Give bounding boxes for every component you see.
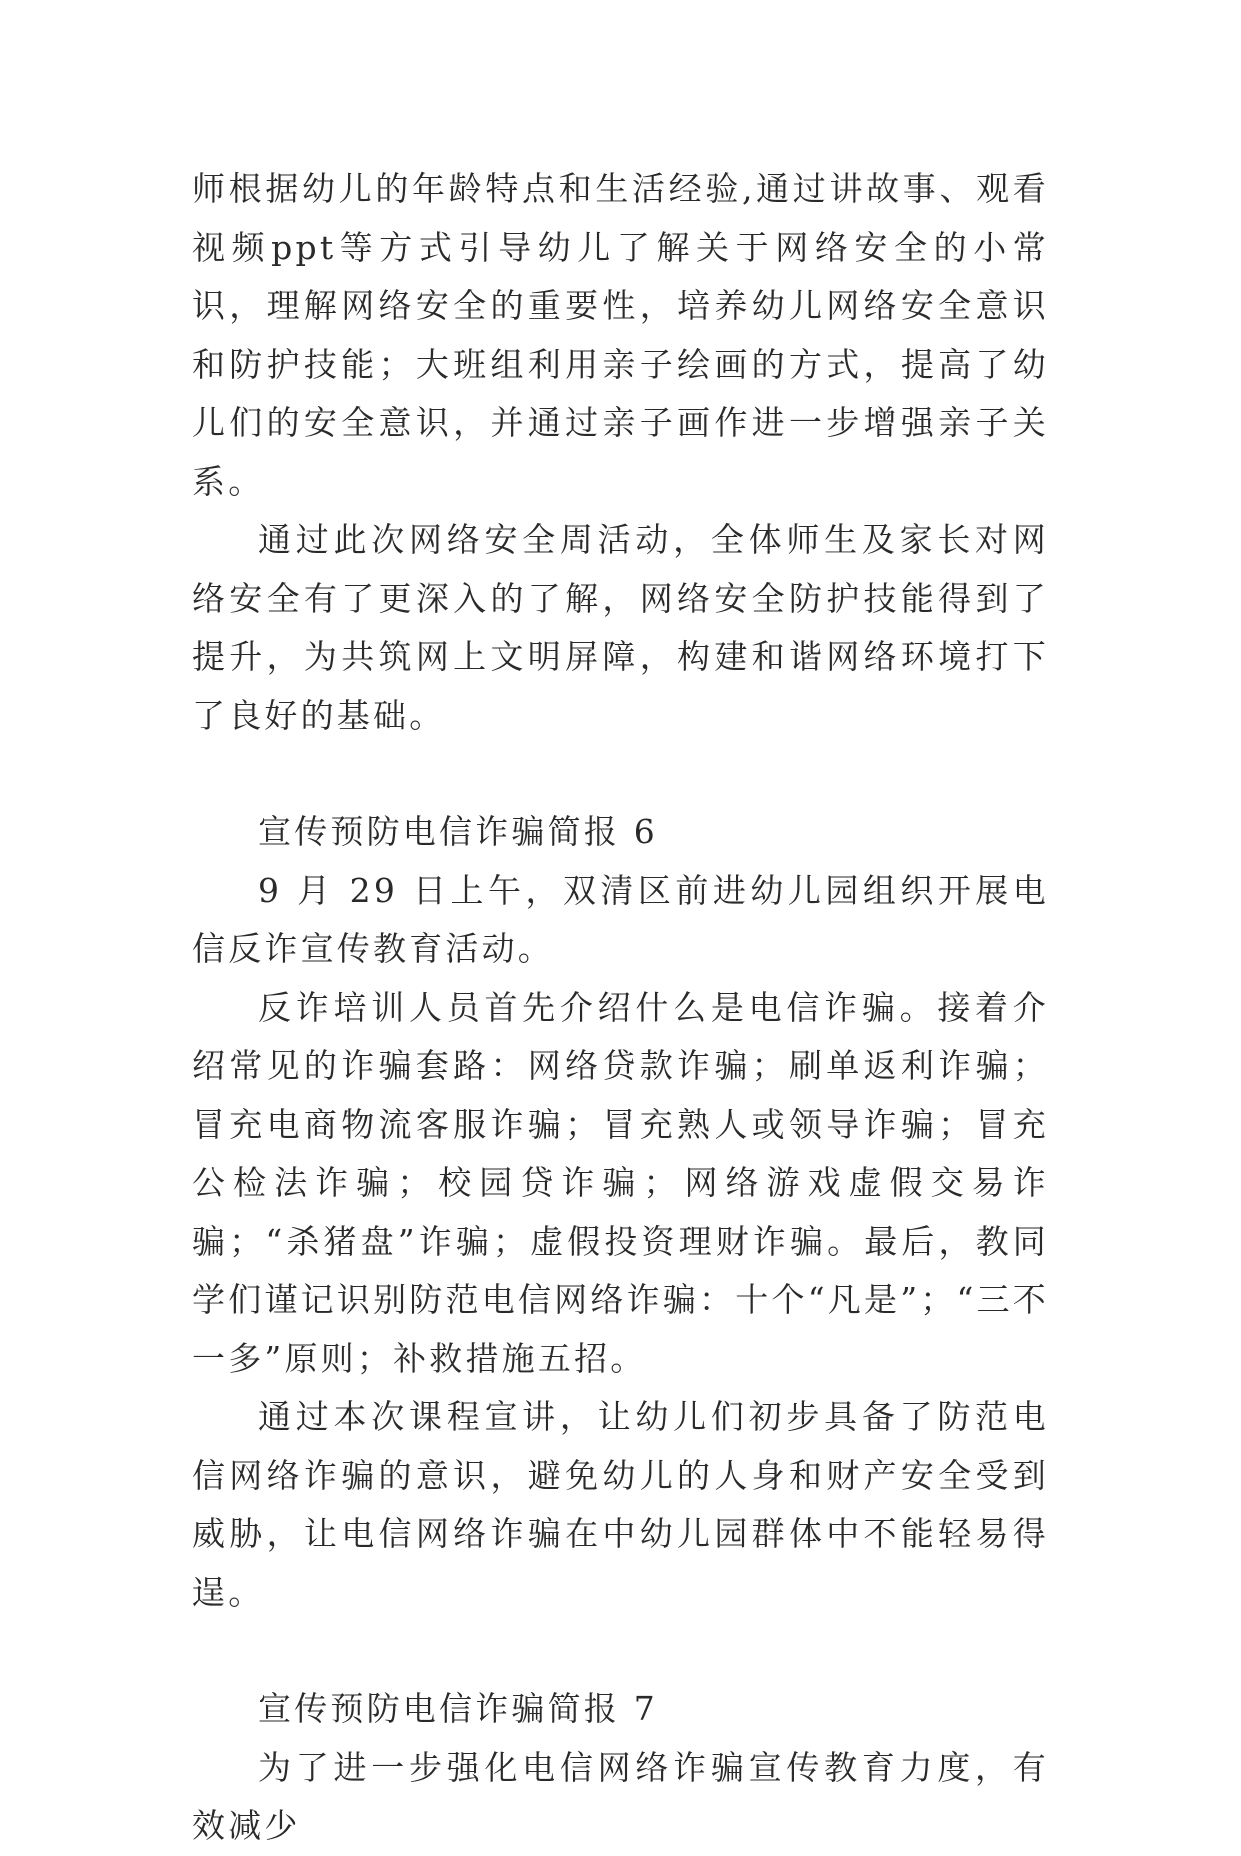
section-gap [192, 745, 1049, 803]
paragraph-conclusion: 通过本次课程宣讲，让幼儿们初步具备了防范电信网络诈骗的意识，避免幼儿的人身和财产安全受到威胁，让电信网络诈骗在中幼儿园群体中不能轻易得逞。 [192, 1397, 1049, 1612]
paragraph-intro: 9 月 29 日上午，双清区前进幼儿园组织开展电信反诈宣传教育活动。 [192, 870, 1049, 968]
paragraph-details: 反诈培训人员首先介绍什么是电信诈骗。接着介绍常见的诈骗套路：网络贷款诈骗；刷单返利诈骗；冒充电商物流客服诈骗；冒充熟人或领导诈骗；冒充公检法诈骗；校园贷诈骗；网络游戏虚假交易诈骗；“杀猪盘”诈骗；虚假投资理财诈骗。最后，教同学们谨记识别防范电信网络诈骗：十个“凡是”；“三不一多”原则；补救措施五招。 [192, 987, 1049, 1378]
section-gap [192, 1622, 1049, 1680]
paragraph-continued: 师根据幼儿的年龄特点和生活经验,通过讲故事、观看视频ppt等方式引导幼儿了解关于网络安全的小常识，理解网络安全的重要性，培养幼儿网络安全意识和防护技能；大班组利用亲子绘画的方式，提高了幼儿们的安全意识，并通过亲子画作进一步增强亲子关系。 [192, 169, 1049, 501]
paragraph-summary: 通过此次网络安全周活动，全体师生及家长对网络安全有了更深入的了解，网络安全防护技能得到了提升，为共筑网上文明屏障，构建和谐网络环境打下了良好的基础。 [192, 520, 1049, 735]
paragraph-opening: 为了进一步强化电信网络诈骗宣传教育力度，有效减少 [192, 1747, 1049, 1845]
document-page [192, 160, 1049, 1856]
section-heading-6: 宣传预防电信诈骗简报 6 [258, 812, 658, 851]
section-heading-7: 宣传预防电信诈骗简报 7 [258, 1689, 658, 1728]
